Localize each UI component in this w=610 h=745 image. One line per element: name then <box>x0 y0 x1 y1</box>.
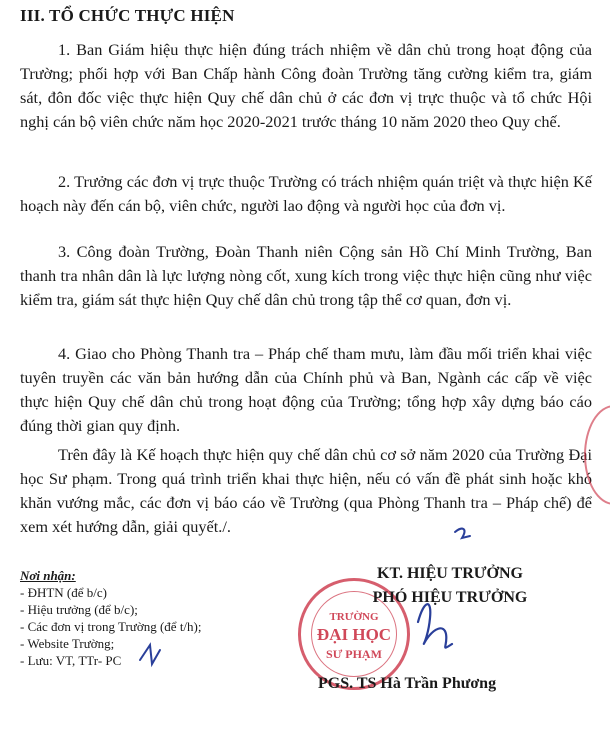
signature-title-1: KT. HIỆU TRƯỞNG <box>377 565 523 582</box>
recipients-block <box>20 567 300 669</box>
recipients-title: Nơi nhận: <box>20 568 76 583</box>
recipients-list <box>20 584 300 669</box>
closing-paragraph: Trên đây là Kế hoạch thực hiện quy chế dân chủ cơ sở năm 2020 của Trường Đại học Sư phạm. Trong quá trình triển khai thực hiện, nếu có vấn đề phát sinh hoặc khó khăn vướng mắc, các đơn vị báo cáo về Trường (qua Phòng Thanh tra – Pháp chế) để xem xét hướng dẫn, giải quyết./. <box>20 445 592 536</box>
stamp-line-1: TRƯỜNG <box>329 611 379 623</box>
stamp-line-3: SƯ PHẠM <box>326 647 382 661</box>
recipient-item: - Lưu: VT, TTr- PC <box>20 653 122 668</box>
paragraph-2: 2. Trưởng các đơn vị trực thuộc Trường có trách nhiệm quán triệt và thực hiện Kế hoạch này đến cán bộ, viên chức, người lao động và người học của đơn vị. <box>20 172 592 215</box>
paragraph-1: 1. Ban Giám hiệu thực hiện đúng trách nhiệm về dân chủ trong hoạt động của Trường; phối hợp với Ban Chấp hành Công đoàn Trường tăng cường kiểm tra, giám sát, đôn đốc việc thực hiện Quy chế dân chủ ở các đơn vị trực thuộc và tổ chức Hội nghị cán bộ viên chức năm học 2020-2021 trước tháng 10 năm 2020 theo Quy chế. <box>20 40 592 131</box>
stamp-line-2: ĐẠI HỌC <box>316 625 392 644</box>
recipient-item: - Hiệu trưởng (để b/c); <box>20 602 138 617</box>
signature-title-2: PHÓ HIỆU TRƯỞNG <box>372 589 528 606</box>
recipient-item: - Các đơn vị trong Trường (để t/h); <box>20 619 202 634</box>
signature-block <box>300 562 600 610</box>
recipient-item: - ĐHTN (để b/c) <box>20 585 107 600</box>
paragraph-4: 4. Giao cho Phòng Thanh tra – Pháp chế tham mưu, làm đầu mối triển khai việc tuyên truyền các văn bản hướng dẫn của Chính phủ và Ban, Ngành các cấp về việc thực hiện Quy chế dân chủ trong hoạt động của Trường; tổng hợp xây dựng báo cáo đúng thời gian quy định. <box>20 344 592 435</box>
section-heading: III. TỔ CHỨC THỰC HIỆN <box>20 6 235 25</box>
signer-name: PGS. TS Hà Trần Phương <box>318 675 497 692</box>
paragraph-3: 3. Công đoàn Trường, Đoàn Thanh niên Cộng sản Hồ Chí Minh Trường, Ban thanh tra nhân dân là lực lượng nòng cốt, xung kích trong việc thực hiện cũng như việc kiểm tra, giám sát thực hiện Quy chế dân chủ trong tập thể cơ quan, đơn vị. <box>20 242 592 309</box>
recipient-item: - Website Trường; <box>20 636 115 651</box>
